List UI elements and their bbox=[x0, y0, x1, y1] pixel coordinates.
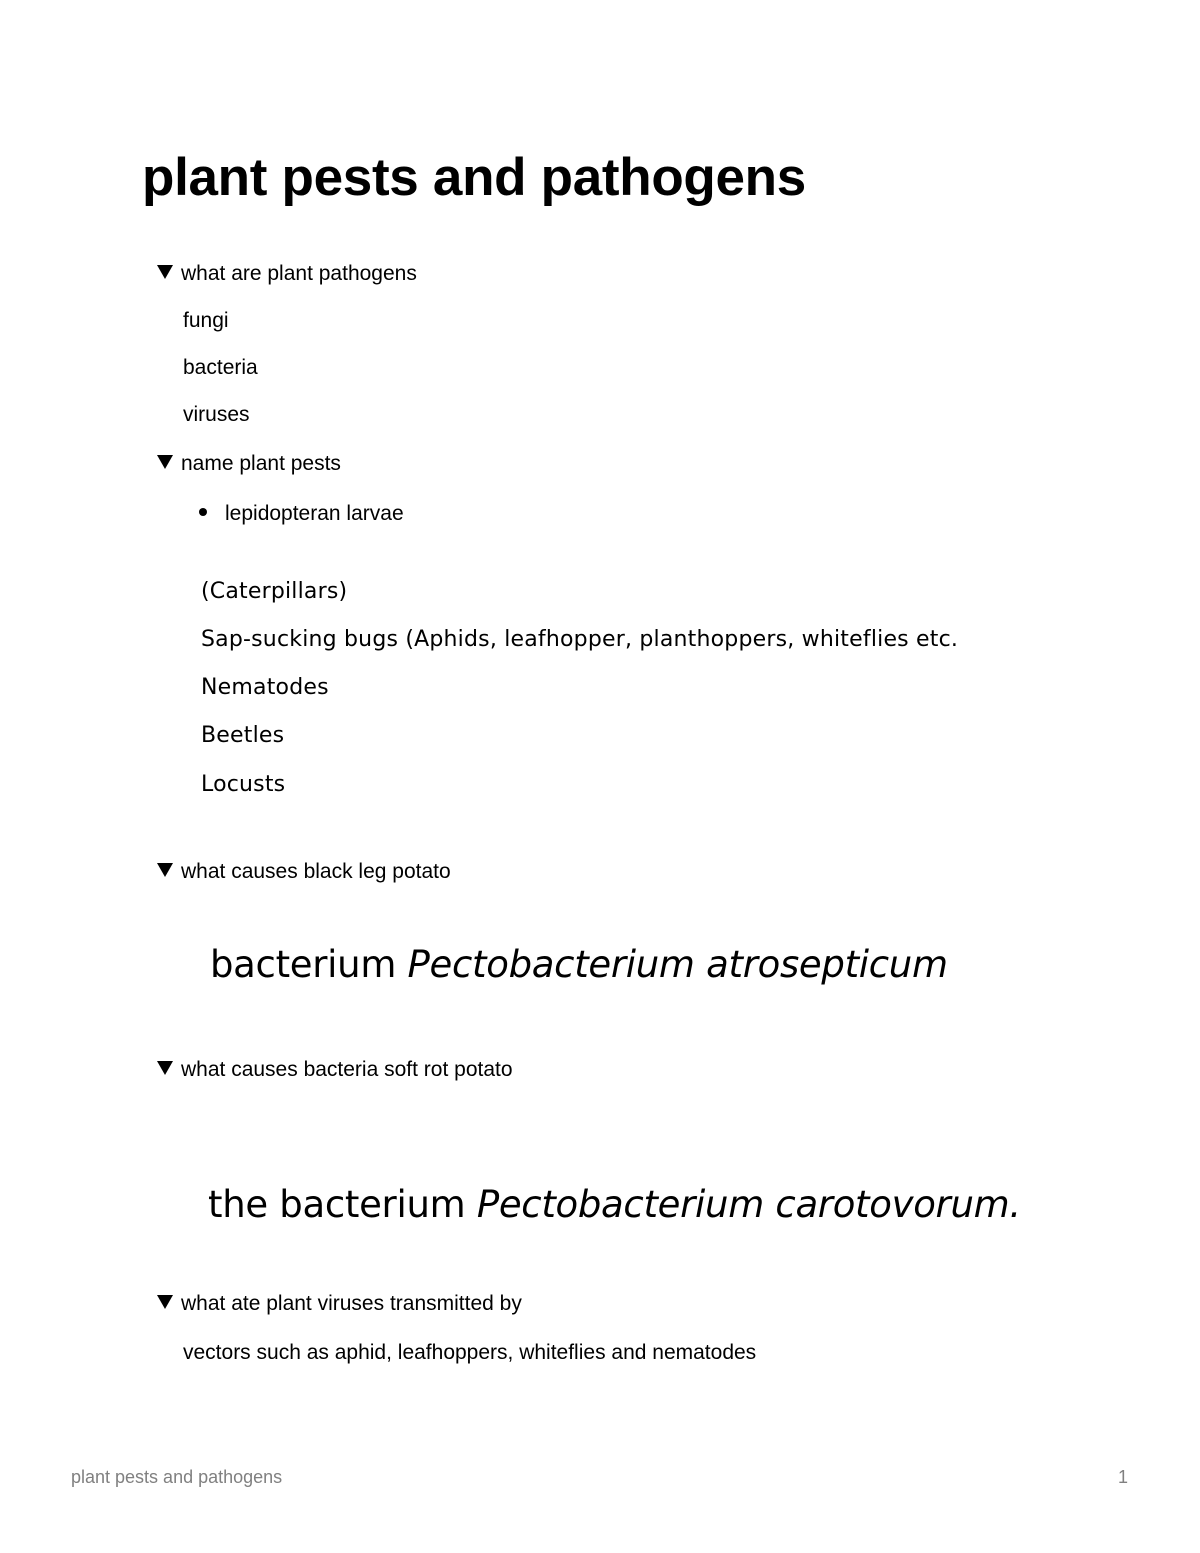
answer-italic-text: Pectobacterium carotovorum. bbox=[476, 1183, 1021, 1226]
page-title: plant pests and pathogens bbox=[142, 148, 806, 207]
toggle-name-plant-pests[interactable] bbox=[157, 450, 341, 478]
toggle-triangle-icon[interactable] bbox=[157, 455, 173, 469]
toggle-question: what ate plant viruses transmitted by bbox=[181, 1292, 522, 1315]
answer-text: fungi bbox=[183, 309, 229, 332]
toggle-black-leg-potato[interactable] bbox=[157, 858, 451, 886]
footer-title: plant pests and pathogens bbox=[71, 1467, 283, 1487]
toggle-question: what causes black leg potato bbox=[181, 860, 451, 883]
bullet-text: lepidopteran larvae bbox=[225, 502, 404, 525]
toggle-virus-transmission[interactable] bbox=[157, 1290, 522, 1318]
image-text-line: Beetles bbox=[201, 723, 285, 748]
toggle-question: what are plant pathogens bbox=[181, 262, 417, 285]
toggle-triangle-icon[interactable] bbox=[157, 265, 173, 279]
toggle-what-are-plant-pathogens[interactable] bbox=[157, 260, 417, 288]
image-answer-soft-rot bbox=[208, 1182, 1021, 1228]
answer-plain-text: the bacterium bbox=[208, 1183, 477, 1226]
toggle-triangle-icon[interactable] bbox=[157, 1061, 173, 1075]
answer-text: bacteria bbox=[183, 356, 258, 379]
toggle-soft-rot-potato[interactable] bbox=[157, 1056, 513, 1084]
image-answer-black-leg bbox=[210, 942, 948, 988]
image-text-line: (Caterpillars) bbox=[201, 579, 348, 604]
answer-text: viruses bbox=[183, 403, 250, 426]
image-text-line: Sap-sucking bugs (Aphids, leafhopper, planthoppers, whiteflies etc. bbox=[201, 627, 959, 652]
toggle-question: name plant pests bbox=[181, 452, 341, 475]
image-text-line: Locusts bbox=[201, 772, 286, 797]
toggle-triangle-icon[interactable] bbox=[157, 863, 173, 877]
image-text-line: Nematodes bbox=[201, 675, 329, 700]
answer-italic-text: Pectobacterium atrosepticum bbox=[407, 943, 948, 986]
toggle-triangle-icon[interactable] bbox=[157, 1295, 173, 1309]
bullet-dot-icon bbox=[199, 508, 207, 516]
bullet-list-item bbox=[199, 500, 404, 528]
toggle-question: what causes bacteria soft rot potato bbox=[181, 1058, 513, 1081]
answer-plain-text: bacterium bbox=[210, 943, 408, 986]
answer-text: vectors such as aphid, leafhoppers, whiteflies and nematodes bbox=[183, 1341, 757, 1364]
page-number: 1 bbox=[1118, 1467, 1129, 1487]
